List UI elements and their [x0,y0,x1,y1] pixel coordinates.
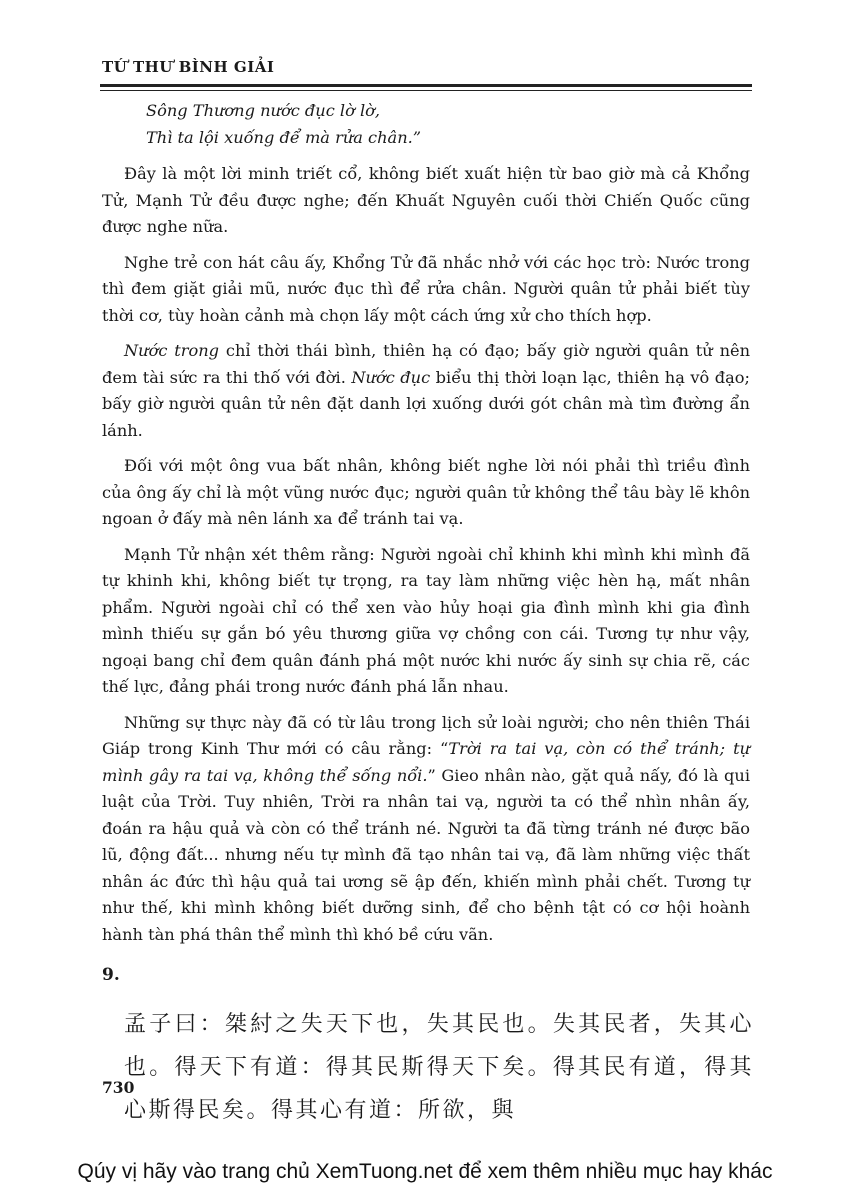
header-rule-thick [100,84,752,87]
paragraph-text: biểu thị thời loạn lạc, thiên hạ vô đạo; bấy giờ người quân tử nên đặt danh lợi xuống dưới gót chân mà tìm đường ẩn lánh. [102,367,751,440]
poem-line: Sông Thương nước đục lờ lờ, [146,101,381,120]
poem-line: Thì ta lội xuống để mà rửa chân.” [146,127,422,147]
footer-banner: Qúy vị hãy vào trang chủ XemTuong.net để xem thêm nhiều mục hay khác [77,1160,773,1183]
paragraph: Nghe trẻ con hát câu ấy, Khổng Tử đã nhắc nhở với các học trò: Nước trong thì đem giặt giải mũ, nước đục thì để rửa chân. Người quân tử phải biết tùy thời cơ, tùy hoàn cảnh mà chọn lấy một cách ứng xử cho thích hợp. [102,252,750,325]
paragraph-text: chỉ thời thái bình, thiên hạ có đạo; bấy giờ người quân tử nên đem tài sức ra thi thố với đời. [102,341,751,387]
chinese-passage: 孟子曰：桀紂之失天下也，失其民也。失其民者，失其心也。得天下有道：得其民斯得天下矣。得其民有道，得其心斯得民矣。得其心有道：所欲，與 [124,1011,754,1123]
paragraph-text: Những sự thực này đã có từ lâu trong lịch sử loài người; cho nên thiên Thái Giáp trong Kinh Thư mới có câu rằng: “ [102,712,750,758]
paragraph: Mạnh Tử nhận xét thêm rằng: Người ngoài chỉ khinh khi mình khi mình đã tự khinh khi, không biết tự trọng, ra tay làm những việc hèn hạ, mất nhân phẩm. Người ngoài chỉ có thể xen vào hủy hoại gia đình mình khi gia đình mình thiếu sự gắn bó yêu thương giữa vợ chồng con cái. Tương tự như vậy, ngoại bang chỉ đem quân đánh phá một nước khi nước ấy sinh sự chia rẽ, các thế lực, đảng phái trong nước đánh phá lẫn nhau. [102,544,750,696]
header-rule-thin [100,90,752,91]
paragraph-text: ” Gieo nhân nào, gặt quả nấy, đó là qui luật của Trời. Tuy nhiên, Trời ra nhân tai vạ, người ta có thể nhìn nhân ấy, đoán ra hậu quả và còn có thể tránh né. Người ta đã từng tránh né được bão lũ, động đất... nhưng nếu tự mình đã tạo nhân tai vạ, đã làm những việc thất nhân ác đức thì hậu quả tai ương sẽ ập đến, khiến mình phải chết. Tương tự như thế, khi mình không biết dưỡng sinh, để cho bệnh tật có cơ hội hoành hành tàn phá thân thể mình thì khó bề cứu vãn. [102,765,750,944]
page-number: 730 [102,1078,135,1097]
running-header: TỨ THƯ BÌNH GIẢI [102,58,275,76]
section-number: 9. [102,965,120,985]
paragraph: Đối với một ông vua bất nhân, không biết nghe lời nói phải thì triều đình của ông ấy chỉ là một vũng nước đục; người quân tử không thể tâu bày lẽ khôn ngoan ở đấy mà nên lánh xa để tránh tai vạ. [102,456,750,528]
paragraph [102,710,750,949]
paragraph [102,338,750,444]
poem-quote [146,98,750,151]
paragraph: Đây là một lời minh triết cổ, không biết xuất hiện từ bao giờ mà cả Khổng Tử, Mạnh Tử đều được nghe; đến Khuất Nguyên cuối thời Chiến Quốc cũng được nghe nữa. [102,164,750,236]
page-body [102,98,754,1132]
emphasis-text: Nước đục [351,367,431,387]
quote-emphasis: Trời ra tai vạ, còn có thể tránh; tự mình gây ra tai vạ, không thể sống nổi. [102,739,751,785]
emphasis-text: Nước trong [124,341,220,360]
